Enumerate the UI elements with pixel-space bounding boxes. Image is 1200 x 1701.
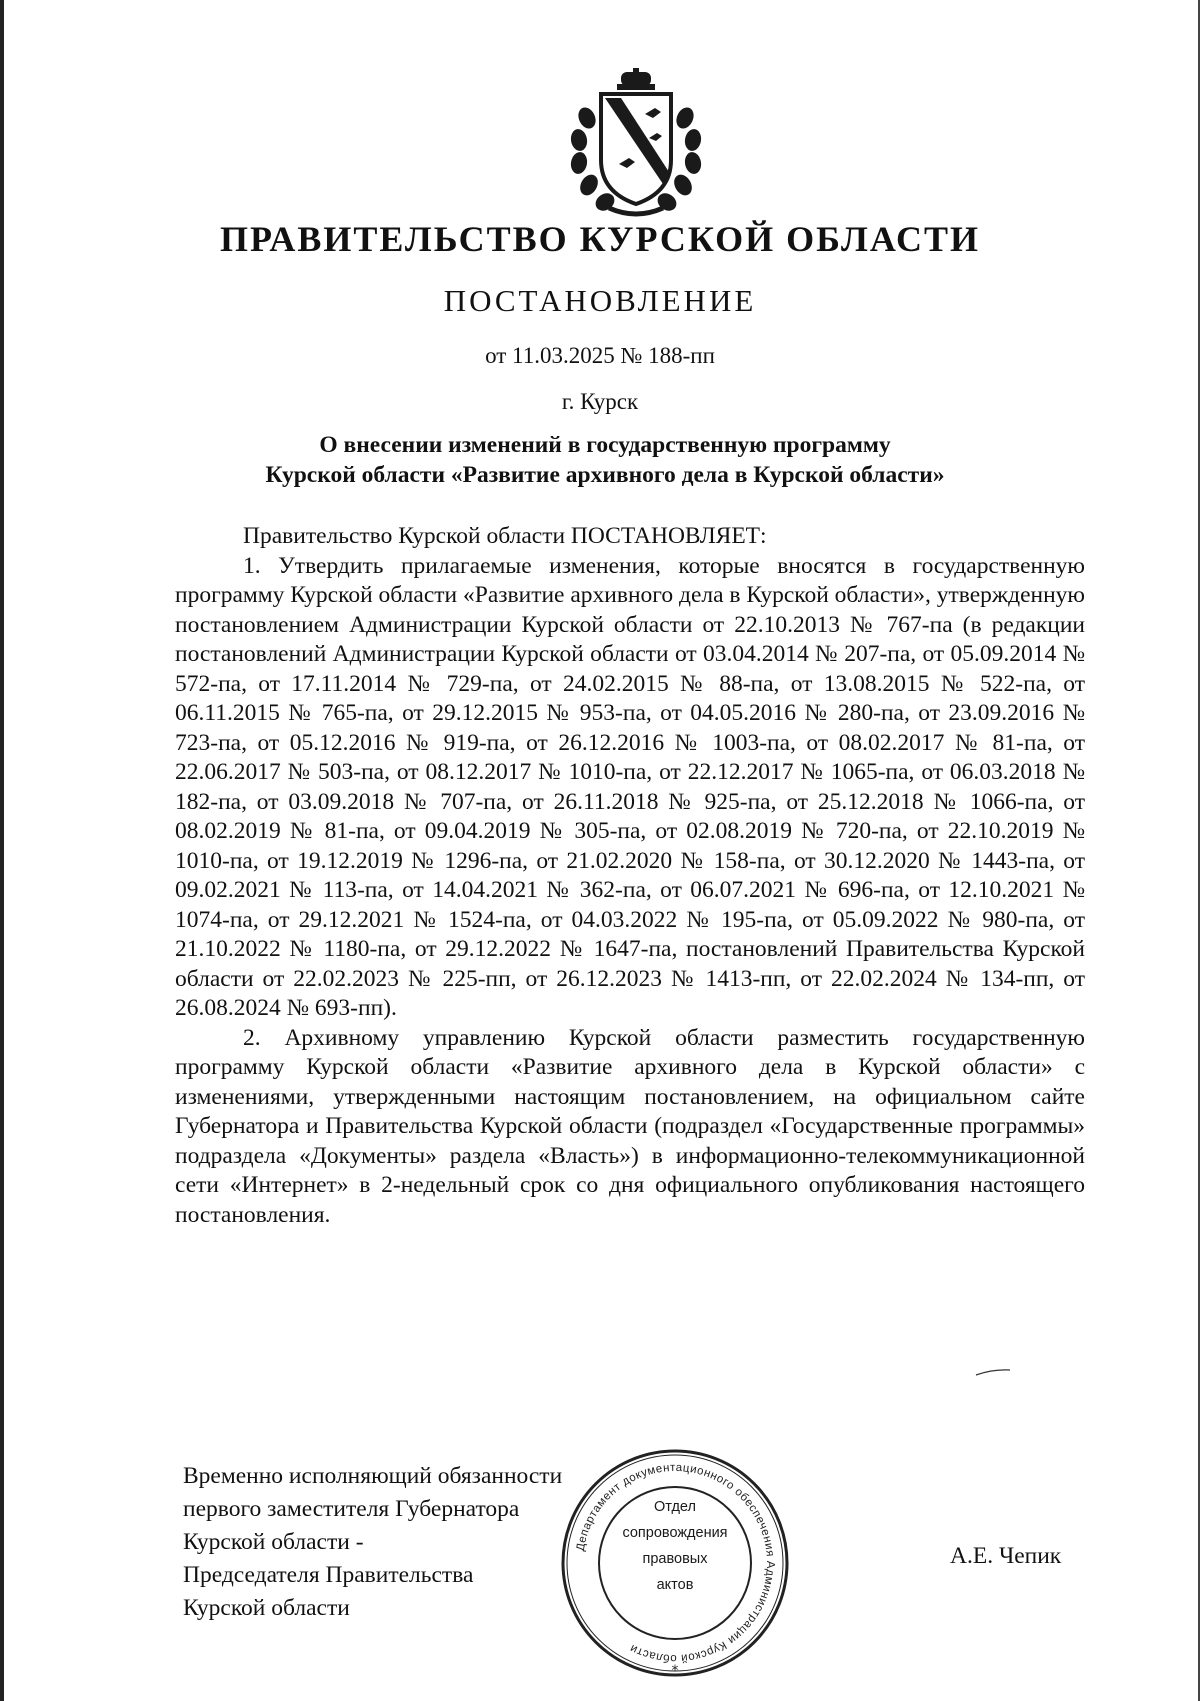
stamp-center-line: правовых [642, 1551, 708, 1567]
signatory-line: Председателя Правительства [183, 1562, 474, 1588]
pen-mark [975, 1368, 1011, 1376]
signatory-name: А.Е. Чепик [950, 1543, 1062, 1569]
title-line-2: Курской области «Развитие архивного дела в Курской области» [265, 462, 945, 488]
document-date-number: от 11.03.2025 № 188-пп [485, 343, 715, 368]
stamp-ring-text: Департамент документационного обеспечения Администрации Курской области [574, 1461, 777, 1665]
signatory-line: Курской области - [183, 1529, 364, 1555]
stamp-center-text [598, 1494, 752, 1598]
signatory-position [183, 1460, 603, 1625]
resolution-item-1: 1. Утвердить прилагаемые изменения, которые вносятся в государственную программу Курской области «Развитие архивного дела в Курской области», утвержденную постановлением Администрации Курской области от 22.10.2013 № 767-па (в редакции постановлений Администрации Курской области от 03.04.2014 № 207-па, от 05.09.2014 № 572-па, от 17.11.2014 № 729-па, от 24.02.2015 № 88-па, от 13.08.2015 № 522-па, от 06.11.2015 № 765-па, от 29.12.2015 № 953-па, от 04.05.2016 № 280-па, от 23.09.2016 № 723-па, от 05.12.2016 № 919-па, от 26.12.2016 № 1003-па, от 08.02.2017 № 81-па, от 22.06.2017 № 503-па, от 08.12.2017 № 1010-па, от 22.12.2017 № 1065-па, от 06.03.2018 № 182-па, от 03.09.2018 № 707-па, от 26.11.2018 № 925-па, от 25.12.2018 № 1066-па, от 08.02.2019 № 81-па, от 09.04.2019 № 305-па, от 02.08.2019 № 720-па, от 22.10.2019 № 1010-па, от 19.12.2019 № 1296-па, от 21.02.2020 № 158-па, от 30.12.2020 № 1443-па, от 09.02.2021 № 113-па, от 14.04.2021 № 362-па, от 06.07.2021 № 696-па, от 12.10.2021 № 1074-па, от 29.12.2021 № 1524-па, от 04.03.2022 № 195-па, от 05.09.2022 № 980-па, от 21.10.2022 № 1180-па, от 29.12.2022 № 1647-па, постановлений Правительства Курской области от 22.02.2023 № 225-пп, от 26.12.2023 № 1413-пп, от 22.02.2024 № 134-пп, от 26.08.2024 № 693-пп). [175, 552, 1085, 1021]
resolution-intro: Правительство Курской области ПОСТАНОВЛЯЕТ: [243, 523, 767, 549]
document-body [175, 522, 1085, 1230]
document-city: г. Курск [561, 389, 639, 414]
signatory-line: первого заместителя Губернатора [183, 1496, 520, 1522]
document-title [170, 430, 1040, 490]
signatory-line: Временно исполняющий обязанности [183, 1463, 563, 1489]
signatory-line: Курской области [183, 1595, 350, 1621]
document-type: ПОСТАНОВЛЕНИЕ [443, 283, 757, 318]
stamp-center-line: сопровождения [622, 1525, 728, 1541]
organization-name: ПРАВИТЕЛЬСТВО КУРСКОЙ ОБЛАСТИ [219, 219, 981, 259]
resolution-item-2: 2. Архивному управлению Курской области разместить государственную программу Курской области «Развитие архивного дела в Курской области» с изменениями, утвержденными настоящим постановлением, на официальном сайте Губернатора и Правительства Курской области (подраздел «Государственные программы» подраздела «Документы» раздела «Власть») в информационно-телекоммуникационной сети «Интернет» в 2-недельный срок со дня официального опубликования настоящего постановления. [175, 1024, 1085, 1228]
coat-of-arms-icon [565, 68, 707, 218]
stamp-center-line: Отдел [654, 1499, 696, 1515]
stamp-center-line: актов [656, 1577, 694, 1593]
title-line-1: О внесении изменений в государственную программу [319, 432, 891, 458]
stamp-star-icon: * [671, 1663, 679, 1679]
